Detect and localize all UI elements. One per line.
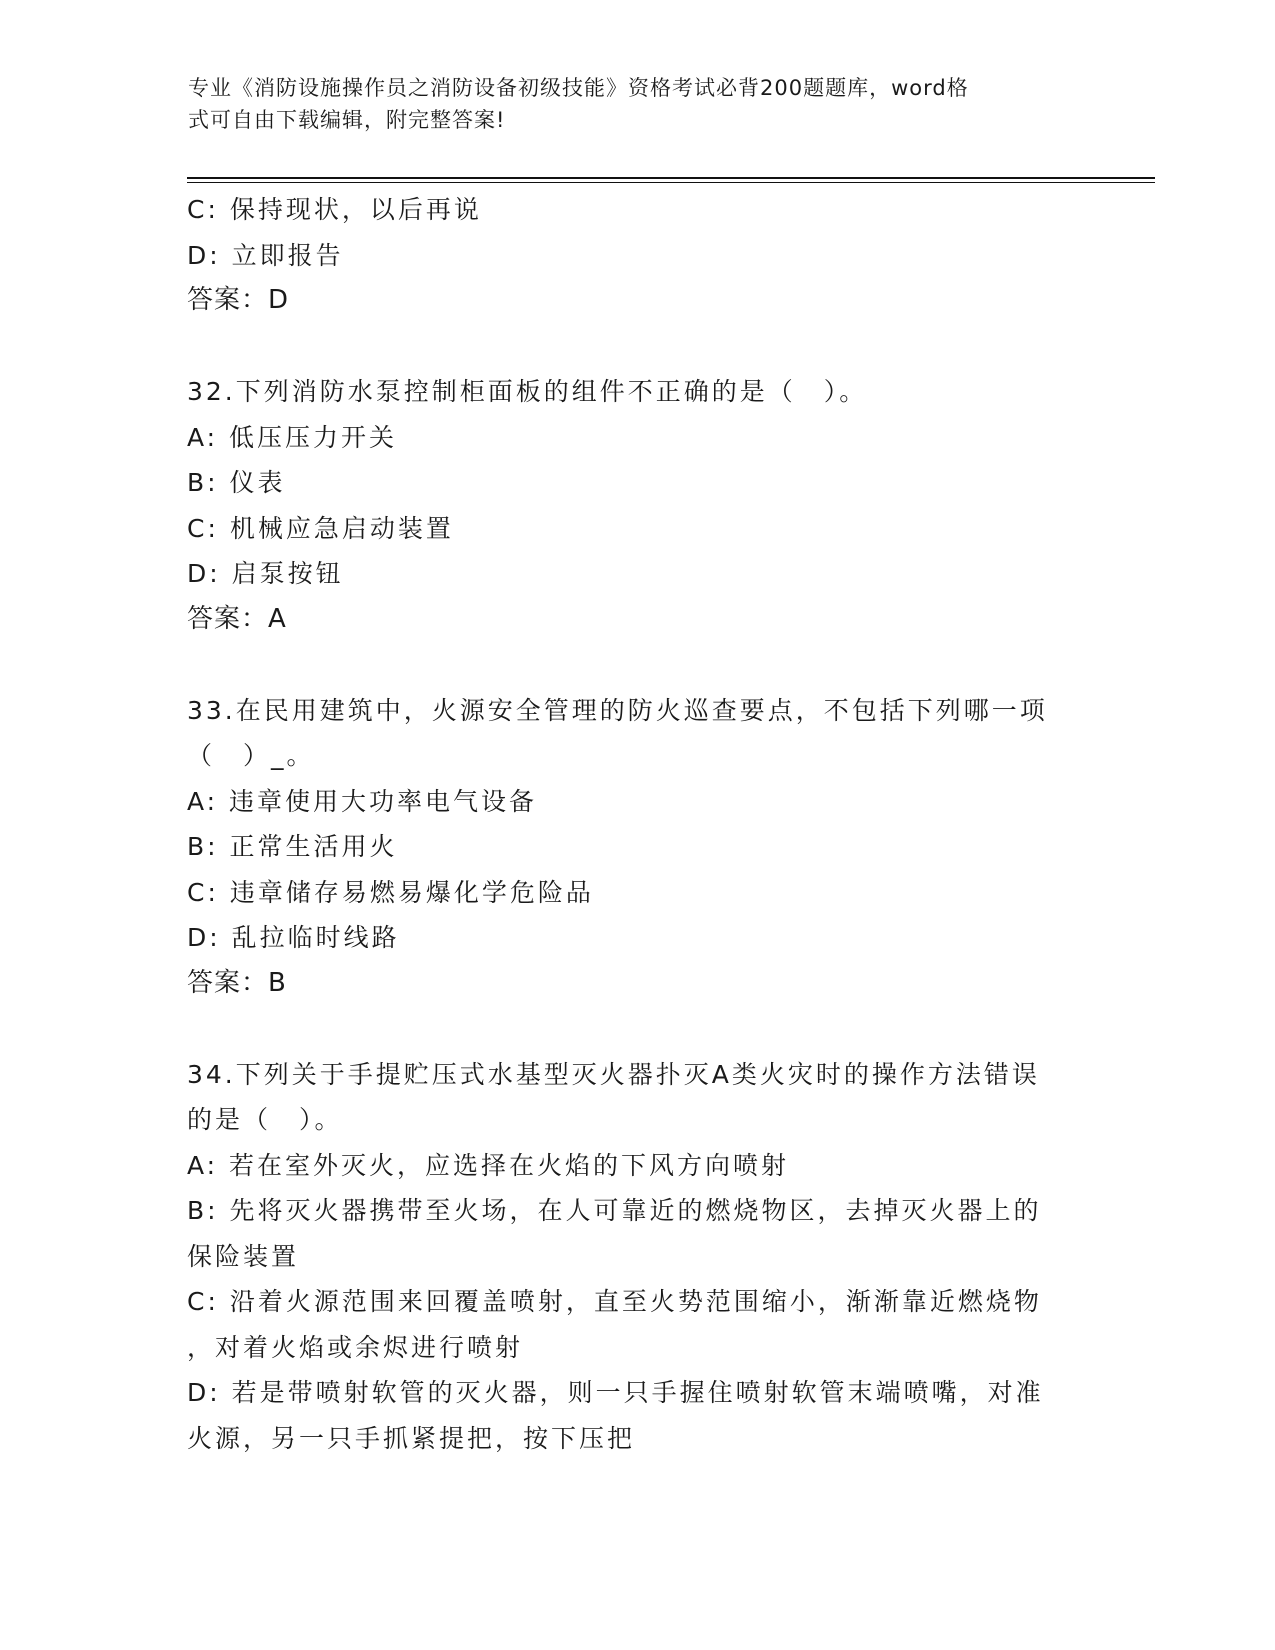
option-a: A: 违章使用大功率电气设备 [187, 786, 538, 816]
question-block-33 [187, 688, 1087, 1007]
option-d-line-1: D: 若是带喷射软管的灭火器，则一只手握住喷射软管末端喷嘴，对准 [187, 1378, 1044, 1407]
spacer [187, 642, 1087, 688]
option-d: D: 启泵按钮 [187, 559, 344, 588]
header-line-1: 专业《消防设施操作员之消防设备初级技能》资格考试必背200题题库，word格 [188, 76, 969, 100]
question-block-prev [187, 187, 1087, 324]
option-a: A: 低压压力开关 [187, 422, 398, 452]
question-stem: 32.下列消防水泵控制柜面板的组件不正确的是（ ）。 [187, 377, 868, 406]
question-stem-line-2: （ ）_。 [187, 741, 315, 770]
question-block-32 [187, 369, 1087, 642]
spacer [187, 324, 1087, 370]
spacer [187, 1006, 1087, 1052]
option-d: D: 乱拉临时线路 [187, 923, 400, 952]
option-b: B: 正常生活用火 [187, 832, 398, 861]
option-c: C: 机械应急启动装置 [187, 513, 454, 543]
option-d-line-2: 火源，另一只手抓紧提把，按下压把 [187, 1423, 636, 1453]
question-list [187, 187, 1087, 1461]
header-rule-thin [187, 182, 1155, 183]
option-b-line-2: 保险装置 [187, 1241, 300, 1271]
answer-line: 答案：D [187, 285, 290, 315]
answer-line: 答案：B [187, 967, 287, 998]
option-c-line-1: C: 沿着火源范围来回覆盖喷射，直至火势范围缩小，渐渐靠近燃烧物 [187, 1287, 1042, 1316]
question-stem-line-2: 的是（ ）。 [187, 1105, 343, 1134]
answer-line: 答案：A [187, 603, 287, 634]
document-header [188, 72, 1068, 136]
header-rule-thick [187, 177, 1155, 179]
header-line-2: 式可自由下载编辑，附完整答案! [188, 108, 506, 132]
question-stem-line-1: 33.在民用建筑中，火源安全管理的防火巡查要点，不包括下列哪一项 [187, 695, 1048, 725]
option-a: A: 若在室外灭火，应选择在火焰的下风方向喷射 [187, 1150, 790, 1180]
option-b-line-1: B: 先将灭火器携带至火场，在人可靠近的燃烧物区，去掉灭火器上的 [187, 1196, 1042, 1225]
option-c: C: 违章储存易燃易爆化学危险品 [187, 877, 594, 907]
option-b: B: 仪表 [187, 468, 286, 497]
question-stem-line-1: 34.下列关于手提贮压式水基型灭火器扑灭A类火灾时的操作方法错误 [187, 1059, 1040, 1089]
option-c: C: 保持现状，以后再说 [187, 195, 482, 224]
option-d: D: 立即报告 [187, 240, 344, 270]
option-c-line-2: ，对着火焰或余烬进行喷射 [187, 1332, 524, 1362]
question-block-34 [187, 1052, 1087, 1462]
